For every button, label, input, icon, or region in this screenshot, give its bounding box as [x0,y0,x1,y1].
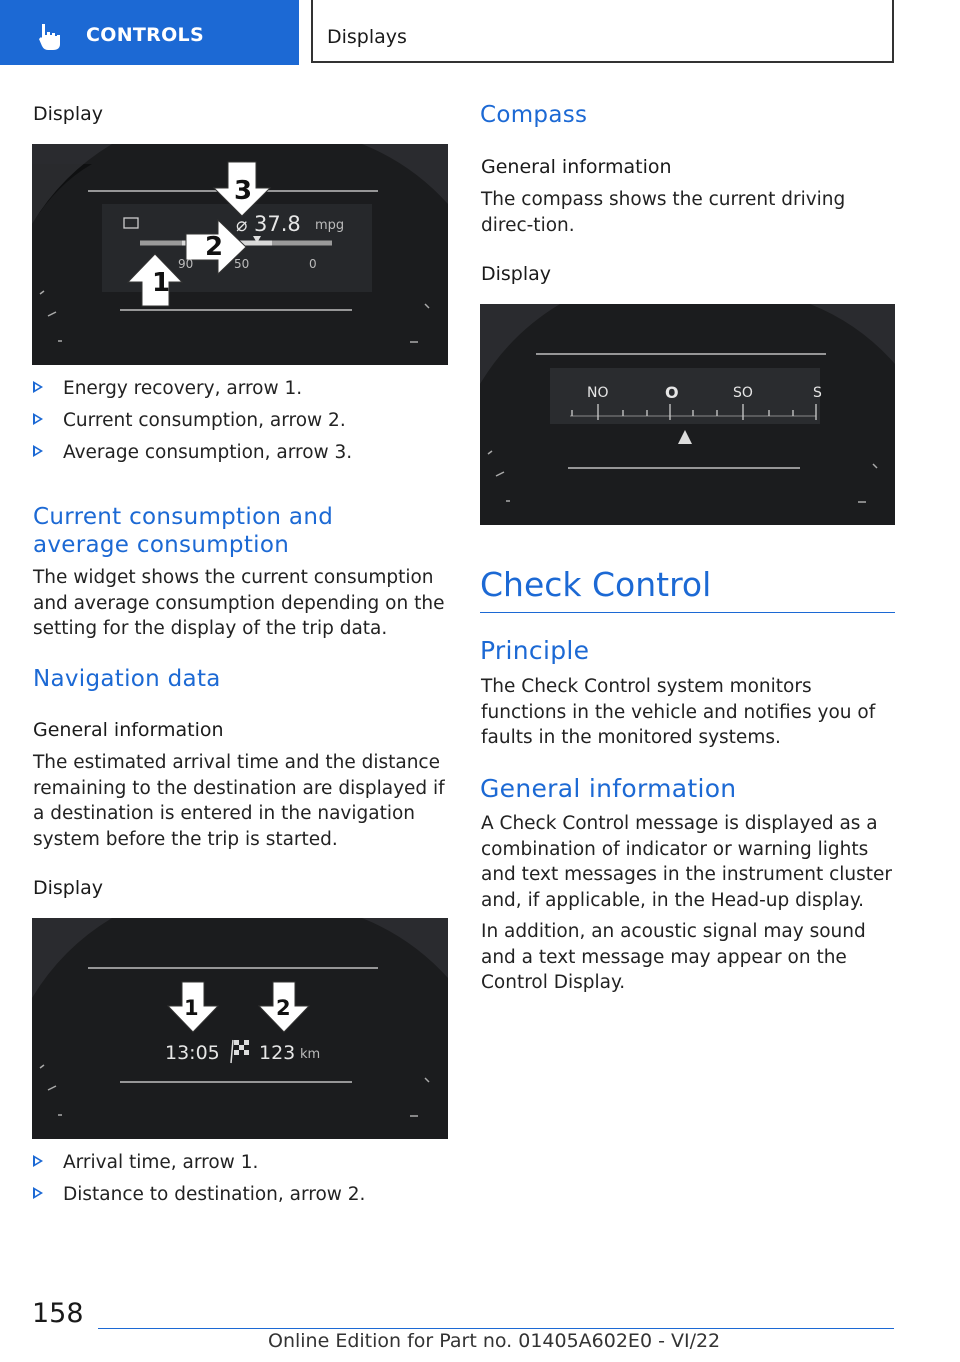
distance-value: 123 [259,1042,296,1064]
nav-general-label: General information [33,719,224,741]
general-information-heading: General information [480,774,737,803]
page-number: 158 [32,1298,84,1329]
list-item: Current consumption, arrow 2. [33,410,346,431]
heading-rule [480,612,895,613]
list-item: Distance to destination, arrow 2. [33,1184,365,1205]
destination-flag-icon [231,1040,249,1063]
principle-heading: Principle [480,636,590,665]
footer-rule [98,1328,894,1329]
bullet-triangle-icon [33,1155,43,1167]
principle-text: The Check Control system monitors functions in the vehicle and notifies you of faults in the monitored systems. [481,676,876,748]
section-tab [0,0,299,65]
check-control-heading: Check Control [480,565,712,604]
compass-display-image: NO O SO S [480,304,895,525]
list-item: Average consumption, arrow 3. [33,442,352,463]
average-symbol: ⌀ [236,214,248,236]
list-item: Arrival time, arrow 1. [33,1152,258,1173]
consumption-display-image: 1 2 3 ⌀ 37.8 mpg 90 50 0 [32,144,448,365]
navigation-heading: Navigation data [33,666,221,692]
navigation-display-image: 1 2 13:05 123 km [32,918,448,1139]
bullet-triangle-icon [33,1187,43,1199]
general-text-1: A Check Control message is displayed as a combination of indicator or warning lights and text messages in the instrument cluster and, if applicable, in the Head-up display. [481,813,892,911]
compass-text: The compass shows the current driving direc-tion. [481,189,846,236]
compass-display-label: Display [481,263,552,285]
bullet-triangle-icon [33,381,43,393]
pointing-hand-icon [36,22,66,52]
bullet-triangle-icon [33,413,43,425]
consumption-value: 37.8 [254,212,301,236]
consumption-unit: mpg [315,218,345,233]
consumption-text: The widget shows the current consumption and average consumption depending on the setting for the display of the trip data. [33,567,445,639]
chapter-label: Displays [327,26,407,48]
list-item: Energy recovery, arrow 1. [33,378,302,399]
consumption-heading: Current consumption and average consumption [33,504,334,558]
general-text-2: In addition, an acoustic signal may sound and a text message may appear on the Control Display. [481,921,866,993]
display-label-1: Display [33,103,104,125]
bullet-triangle-icon [33,445,43,457]
compass-general-label: General information [481,156,672,178]
display-label-2: Display [33,877,104,899]
navigation-text: The estimated arrival time and the distance remaining to the destination are displayed if a destination is entered in the navigation system before the trip is started. [33,752,445,850]
heading-indicator-icon [678,430,692,444]
section-label: CONTROLS [86,24,204,46]
arrival-time: 13:05 [165,1042,220,1064]
chapter-header [311,0,894,63]
distance-unit: km [300,1047,321,1062]
edition-text: Online Edition for Part no. 01405A602E0 - VI/22 [268,1330,721,1352]
compass-heading: Compass [480,102,588,128]
